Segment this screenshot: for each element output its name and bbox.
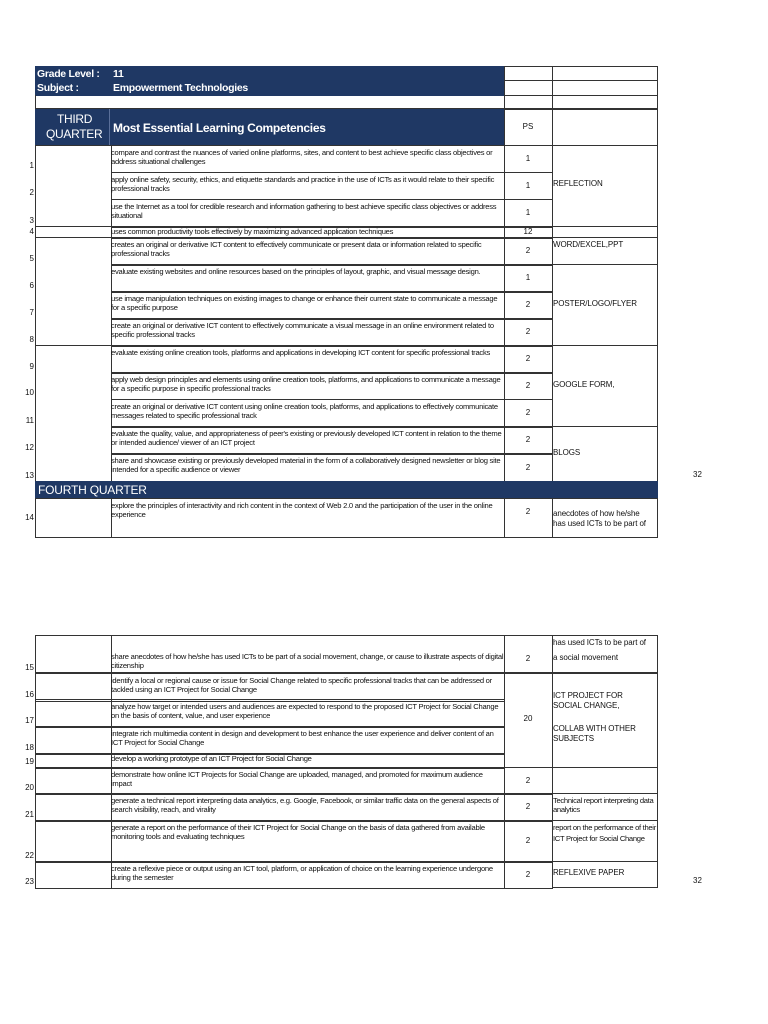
competency-3: use the Internet as a tool for credible research and information gathering to best achieve specific class objectives or address situational xyxy=(111,202,497,221)
row-14-ps-cell xyxy=(504,498,553,538)
ps-value-20: 2 xyxy=(525,775,531,785)
competency-6: evaluate existing websites and online resources based on the principles of layout, graphic, and visual message design. xyxy=(111,267,481,276)
q3-label-block-c xyxy=(35,237,112,346)
competency-7: use image manipulation techniques on existing images to change or enhance their current state to communicate a message for a specific purpose xyxy=(111,294,498,313)
row-number-18: 18 xyxy=(25,743,34,752)
competency-12: evaluate the quality, value, and appropriateness of peer's existing or previously developed ICT content in relation to the theme or intended audience/ viewer of an ICT project xyxy=(111,429,502,448)
row-number-11: 11 xyxy=(25,416,34,425)
row-number-1: 1 xyxy=(29,161,34,170)
row-15-label-cell xyxy=(35,635,112,673)
merged-note-16-19 xyxy=(552,673,658,768)
note-reflection: REFLECTION xyxy=(553,179,603,188)
row-number-22: 22 xyxy=(25,851,34,860)
competency-21: generate a technical report interpreting data analytics, e.g. Google, Facebook, or similar traffic data on the general aspects of search visibility, reach, and virality xyxy=(111,796,499,815)
ps-value-21: 2 xyxy=(525,802,531,811)
row-number-20: 20 xyxy=(25,783,34,792)
ps-value-22: 2 xyxy=(525,836,531,845)
note-header-cell xyxy=(552,109,658,146)
row-number-17: 17 xyxy=(25,716,34,725)
row-number-10: 10 xyxy=(25,388,34,397)
competency-4: uses common productivity tools effectively by maximizing advanced application techniques xyxy=(111,227,394,236)
third-quarter-line1: THIRD xyxy=(57,112,93,126)
ps-value-8: 2 xyxy=(525,327,531,336)
competency-5: creates an original or derivative ICT content to effectively communicate or present data or information related to specific professional tracks xyxy=(111,240,482,259)
competency-1: compare and contrast the nuances of varied online platforms, sites, and content to best achieve specific class objectives or address situational challenges xyxy=(111,148,493,167)
note-anecdotes-rest: a social movement xyxy=(553,653,618,662)
note-blogs: BLOGS xyxy=(553,448,581,457)
row-number-13: 13 xyxy=(25,471,34,480)
competency-22: generate a report on the performance of their ICT Project for Social Change on the basis of data gathered from available monitoring tools and evaluating techniques xyxy=(111,823,485,842)
q3-label-block-d xyxy=(35,345,112,482)
ps-value-11: 2 xyxy=(525,408,531,417)
row-number-23: 23 xyxy=(25,877,34,886)
note-cell-20 xyxy=(552,767,658,794)
ps-header: PS xyxy=(522,122,534,131)
competency-9: evaluate existing online creation tools, platforms and applications in developing ICT content for specific professional tracks xyxy=(111,348,491,357)
spacer-note xyxy=(552,95,658,109)
label-cell-21 xyxy=(35,793,112,822)
note-anecdotes-clip-2: has used ICTs to be part of xyxy=(553,638,646,647)
ps-value-23: 2 xyxy=(525,869,531,879)
total-page2: 32 xyxy=(693,876,702,885)
ps-value-5: 2 xyxy=(525,246,531,255)
competency-23: create a reflexive piece or output using an ICT tool, platform, or application of choice on the learning experience undergone during the semester xyxy=(111,864,493,883)
q3-label-block-a xyxy=(35,145,112,227)
ps-value-1: 1 xyxy=(525,153,531,163)
row-number-2: 2 xyxy=(29,188,34,197)
note-tech-report: Technical report interpreting data analytics xyxy=(553,796,654,815)
grade-value: 11 xyxy=(113,68,124,80)
note-google: GOOGLE FORM, xyxy=(553,380,615,389)
label-cell-16 xyxy=(35,673,112,702)
competency-10: apply web design principles and elements using online creation tools, platforms, and applications to communicate a message for a specific purpose in specific professional tracks xyxy=(111,375,501,394)
ps-value-12: 2 xyxy=(525,435,531,444)
row-number-8: 8 xyxy=(29,335,34,344)
ps-value-4: 12 xyxy=(523,227,533,236)
ps-14: 2 xyxy=(525,507,531,516)
competency-14: explore the principles of interactivity and rich content in the context of Web 2.0 and the participation of the user in the online experience xyxy=(111,501,493,520)
ps-value-3: 1 xyxy=(525,208,531,217)
spacer-ps xyxy=(504,95,553,109)
row-number-21: 21 xyxy=(25,810,34,819)
competency-15: share anecdotes of how he/she has used ICTs to be part of a social movement, change, or cause to illustrate aspects of digital citizenship xyxy=(111,652,504,671)
note-anecdotes-top: anecdotes of how he/she xyxy=(553,509,640,518)
ps-value-10: 2 xyxy=(525,380,531,390)
grade-subject-band xyxy=(35,66,504,96)
competency-8: create an original or derivative ICT content to effectively communicate a visual message in an online environment related to specific professional tracks xyxy=(111,321,494,340)
competency-18: integrate rich multimedia content in design and development to best enhance the user experience and deliver content of an ICT Project for Social Change xyxy=(111,729,494,748)
row-number-15: 15 xyxy=(25,663,34,672)
spacer-row xyxy=(35,95,505,109)
row-number-19: 19 xyxy=(25,757,34,766)
label-cell-23 xyxy=(35,861,112,889)
ps-value-6: 1 xyxy=(525,273,531,282)
note-word: WORD/EXCEL,PPT xyxy=(553,240,624,249)
melc-title: Most Essential Learning Competencies xyxy=(113,121,326,135)
competency-2: apply online safety, security, ethics, and etiquette standards and practice in the use of ICTs as it would relate to their specific professional tracks xyxy=(111,175,495,194)
note-ict-project: ICT PROJECT FOR SOCIAL CHANGE, xyxy=(553,691,623,710)
ps-15: 2 xyxy=(525,654,531,663)
label-cell-17 xyxy=(35,699,112,728)
total-page1: 32 xyxy=(693,470,702,479)
competency-16: identify a local or regional cause or issue for Social Change related to specific professional tracks that can be addressed or tackled using an ICT Project for Social Change xyxy=(111,676,492,695)
row-number-6: 6 xyxy=(29,281,34,290)
competency-19: develop a working prototype of an ICT Project for Social Change xyxy=(111,754,312,763)
third-quarter-line2: QUARTER xyxy=(46,127,103,141)
row-number-16: 16 xyxy=(25,690,34,699)
header-note-blank-1 xyxy=(552,66,658,81)
competency-13: share and showcase existing or previously developed material in the form of a collaboratively designed newsletter or blog site intended for a specific audience or viewer xyxy=(111,456,501,475)
label-cell-22 xyxy=(35,820,112,863)
header-note-blank-2 xyxy=(552,80,658,96)
subject-label: Subject : xyxy=(37,82,79,94)
header-ps-blank-1 xyxy=(504,66,553,81)
quarter-header-divider xyxy=(109,109,110,145)
competency-17: analyze how target or intended users and audiences are expected to respond to the proposed ICT Project for Social Change on the basis of content, value, and user experience xyxy=(111,702,499,721)
row-number-5: 5 xyxy=(29,254,34,263)
row-number-12: 12 xyxy=(25,443,34,452)
row-14-label-cell xyxy=(35,498,112,538)
competency-20: demonstrate how online ICT Projects for Social Change are uploaded, managed, and promoted for maximum audience impact xyxy=(111,770,483,789)
row-14-clip xyxy=(0,498,700,528)
note-collab: COLLAB WITH OTHER SUBJECTS xyxy=(553,724,636,743)
note-anecdotes-clip: has used ICTs to be part of xyxy=(553,519,646,528)
ps-merged-16-19: 20 xyxy=(523,714,533,723)
subject-value: Empowerment Technologies xyxy=(113,82,248,94)
grade-label: Grade Level : xyxy=(37,68,100,80)
label-cell-20 xyxy=(35,767,112,795)
row-number-14: 14 xyxy=(25,513,34,522)
quarter-header xyxy=(35,109,504,145)
note-poster: POSTER/LOGO/FLYER xyxy=(553,299,637,308)
row-number-9: 9 xyxy=(29,362,34,371)
header-ps-blank-2 xyxy=(504,80,553,96)
fourth-quarter-label: FOURTH QUARTER xyxy=(38,483,147,497)
row-number-4: 4 xyxy=(29,227,34,236)
note-report-performance: report on the performance of their ICT Project for Social Change xyxy=(553,823,656,843)
note-reflexive: REFLEXIVE PAPER xyxy=(553,868,625,877)
row-number-3: 3 xyxy=(29,216,34,225)
ps-value-9: 2 xyxy=(525,354,531,363)
ps-value-2: 1 xyxy=(525,180,531,190)
row-number-7: 7 xyxy=(29,308,34,317)
label-cell-18 xyxy=(35,726,112,755)
ps-value-7: 2 xyxy=(525,300,531,309)
competency-11: create an original or derivative ICT content using online creation tools, platforms, and applications to effectively communicate messages related to specific professional track xyxy=(111,402,498,421)
ps-value-13: 2 xyxy=(525,462,531,472)
row-15-clip xyxy=(0,638,700,673)
